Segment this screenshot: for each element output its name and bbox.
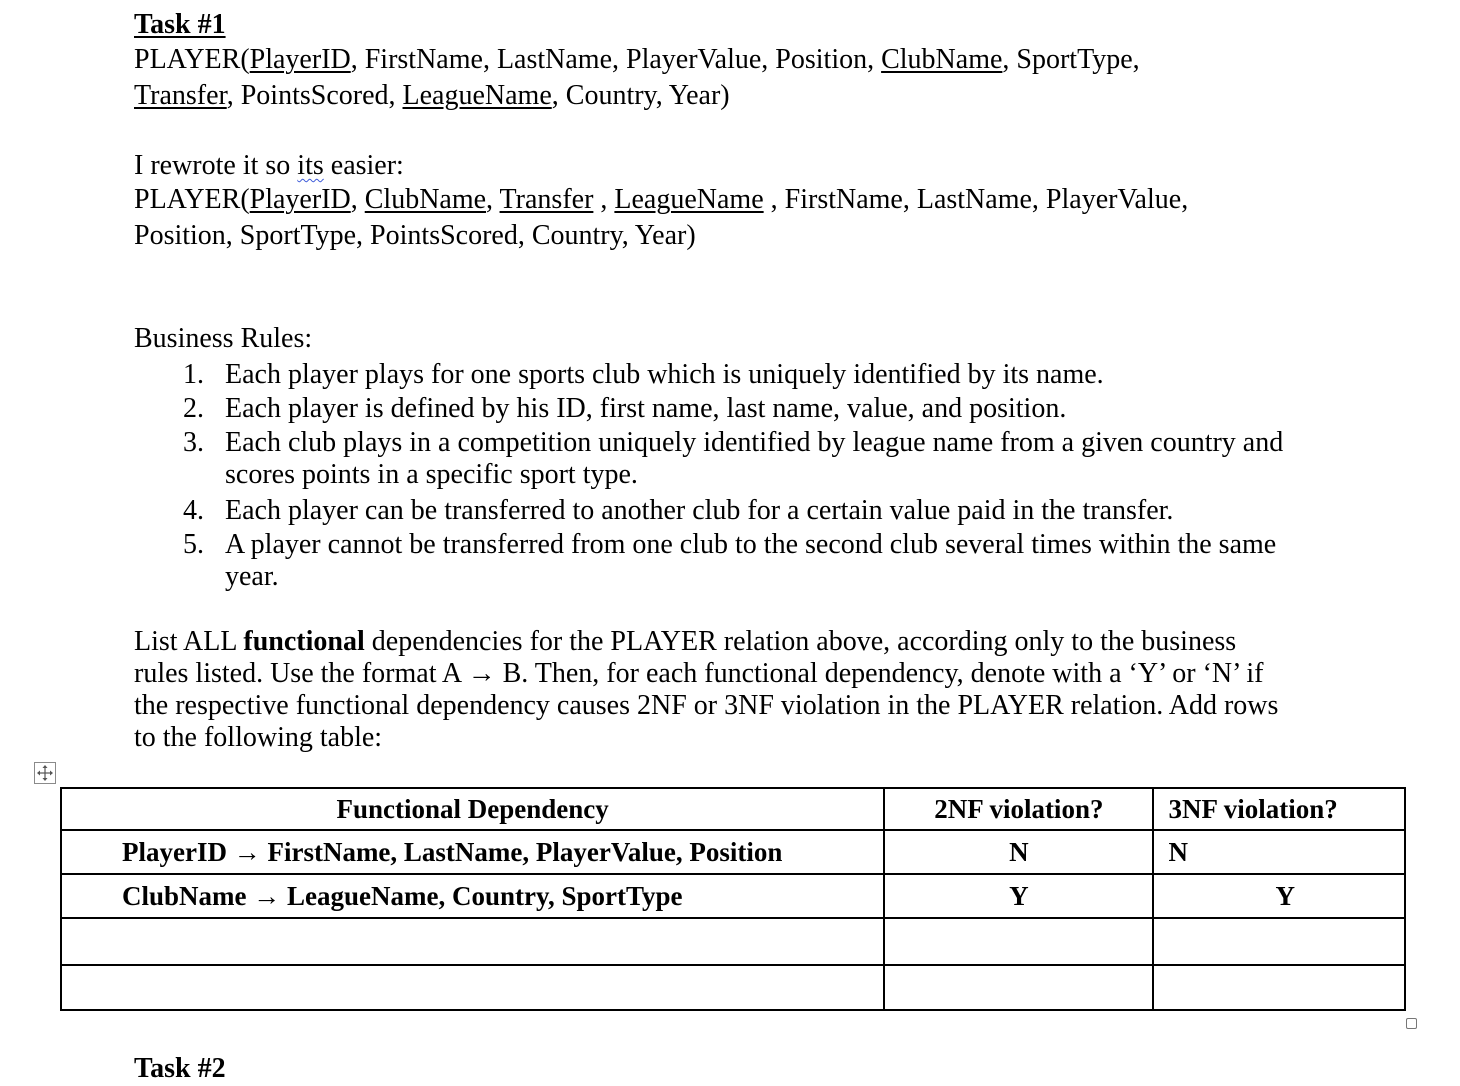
nf2-cell[interactable]: N — [884, 830, 1153, 874]
rule-text: Each player can be transferred to another club for a certain value paid in the transfer. — [225, 495, 1174, 526]
rule-number: 2. — [183, 393, 204, 424]
nf2-cell[interactable] — [884, 918, 1153, 965]
table-move-handle[interactable] — [34, 762, 56, 784]
table-row — [61, 874, 1405, 918]
fd-cell[interactable]: PlayerID → FirstName, LastName, PlayerValue, Position — [61, 830, 884, 874]
table-header-row — [61, 788, 1405, 830]
table-row — [61, 918, 1405, 965]
rule-text: Each player is defined by his ID, first name, last name, value, and position. — [225, 393, 1067, 424]
instructions-line4: to the following table: — [134, 722, 383, 753]
nf3-cell[interactable]: Y — [1153, 874, 1405, 918]
nf2-cell[interactable]: Y — [884, 874, 1153, 918]
nf3-cell[interactable] — [1153, 965, 1405, 1010]
instructions-line2: rules listed. Use the format A → B. Then, for each functional dependency, denote with a ‘Y’ or ‘N’ if — [134, 658, 1264, 689]
instructions-line1: List ALL functional dependencies for the PLAYER relation above, according only to the business — [134, 626, 1237, 657]
rule-number: 3. — [183, 427, 204, 458]
fd-cell[interactable] — [61, 965, 884, 1010]
table-row — [61, 830, 1405, 874]
nf2-cell[interactable] — [884, 965, 1153, 1010]
fd-cell[interactable] — [61, 918, 884, 965]
nf3-cell[interactable] — [1153, 918, 1405, 965]
rule-text-continued: scores points in a specific sport type. — [225, 459, 638, 490]
business-rules-title: Business Rules: — [134, 323, 313, 354]
move-arrows-icon — [35, 763, 55, 783]
key-leaguename: LeagueName — [402, 80, 552, 111]
rule-text: A player cannot be transferred from one club to the second club several times within the same — [225, 529, 1277, 560]
key-transfer-2: Transfer — [499, 184, 594, 215]
rule-text-continued: year. — [225, 561, 279, 592]
fd-cell[interactable]: ClubName → LeagueName, Country, SportType — [61, 874, 884, 918]
key-transfer: Transfer — [134, 80, 227, 111]
rewrite-note: I rewrote it so its easier: — [134, 150, 404, 181]
key-playerid: PlayerID — [249, 44, 351, 75]
rule-text: Each player plays for one sports club which is uniquely identified by its name. — [225, 359, 1104, 390]
header-3nf-violation[interactable]: 3NF violation? — [1153, 788, 1405, 830]
relation2-line1: PLAYER(PlayerID, ClubName, Transfer , LeagueName , FirstName, LastName, PlayerValue, — [134, 184, 1189, 215]
key-clubname: ClubName — [881, 44, 1003, 75]
rule-number: 4. — [183, 495, 204, 526]
task1-heading: Task #1 — [134, 9, 226, 40]
key-clubname-2: ClubName — [364, 184, 487, 215]
header-2nf-violation[interactable]: 2NF violation? — [884, 788, 1153, 830]
key-playerid-2: PlayerID — [249, 184, 351, 215]
relation1-line2: Transfer, PointsScored, LeagueName, Country, Year) — [134, 80, 730, 111]
rule-number: 5. — [183, 529, 204, 560]
table-row — [61, 965, 1405, 1010]
relation1-line1: PLAYER(PlayerID, FirstName, LastName, PlayerValue, Position, ClubName, SportType, — [134, 44, 1140, 75]
nf3-cell[interactable]: N — [1153, 830, 1405, 874]
task2-heading: Task #2 — [134, 1053, 226, 1084]
rule-number: 1. — [183, 359, 204, 390]
functional-dependency-table — [60, 787, 1406, 1011]
key-leaguename-2: LeagueName — [614, 184, 764, 215]
table-resize-handle[interactable] — [1406, 1018, 1417, 1029]
relation2-line2: Position, SportType, PointsScored, Country, Year) — [134, 220, 696, 251]
spellcheck-word: its — [297, 150, 324, 181]
header-functional-dependency[interactable]: Functional Dependency — [61, 788, 884, 830]
instructions-line3: the respective functional dependency causes 2NF or 3NF violation in the PLAYER relation. Add rows — [134, 690, 1279, 721]
rule-text: Each club plays in a competition uniquely identified by league name from a given country and — [225, 427, 1284, 458]
